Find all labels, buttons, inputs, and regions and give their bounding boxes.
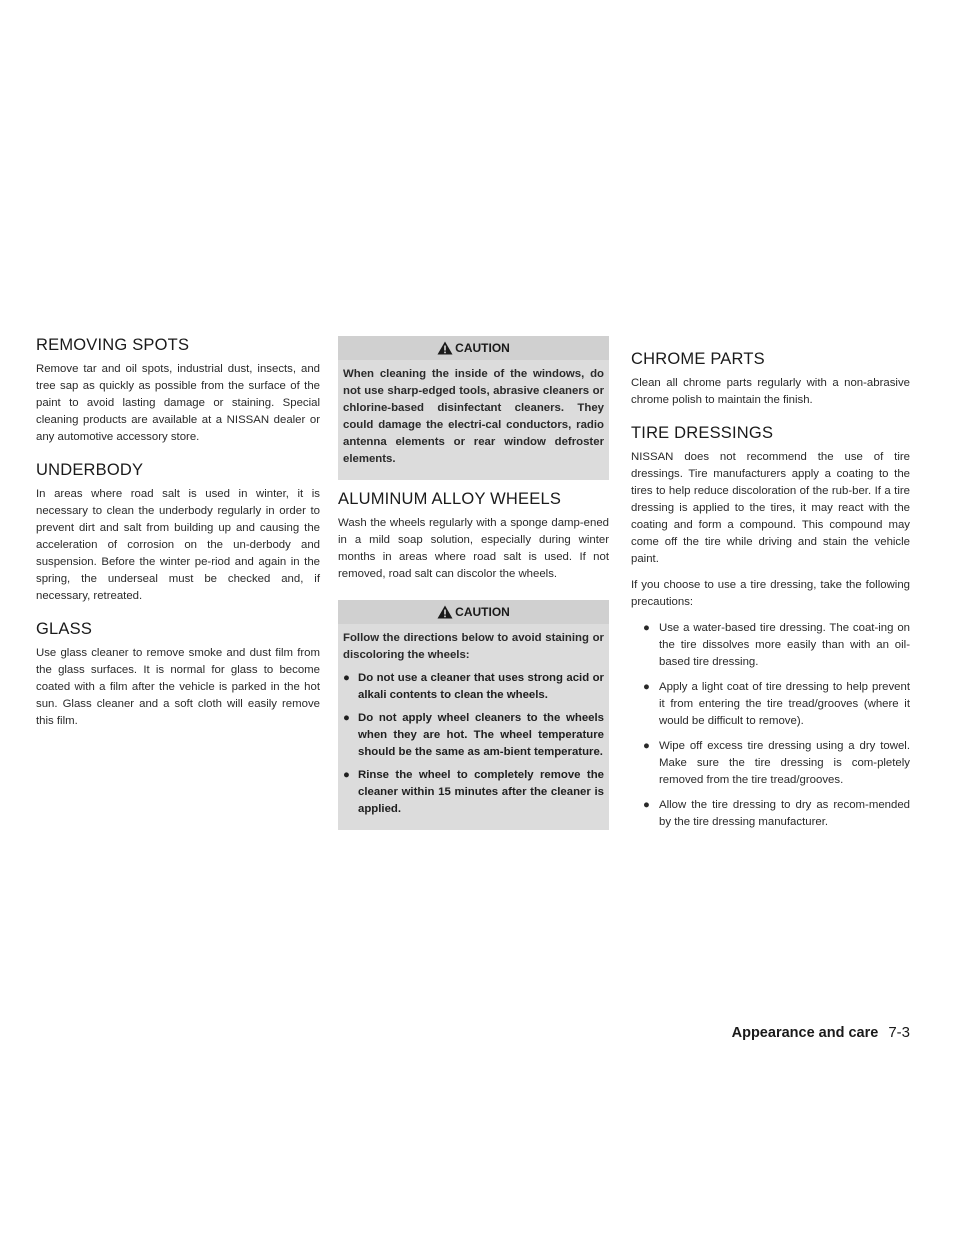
list-item: ● Wipe off excess tire dressing using a dry towel. Make sure the tire dressing is com-pletely removed from the tire tread/grooves.	[643, 738, 910, 789]
list-item: ● Do not use a cleaner that uses strong acid or alkali contents to clean the wheels.	[343, 670, 604, 704]
tire-dressings-precautions-intro: If you choose to use a tire dressing, take the following precautions:	[631, 579, 910, 608]
heading-chrome-parts: CHROME PARTS	[631, 350, 765, 368]
heading-tire-dressings: TIRE DRESSINGS	[631, 424, 774, 442]
chrome-parts-text: Clean all chrome parts regularly with a non-abrasive chrome polish to maintain the finish.	[631, 377, 910, 406]
caution-header	[338, 600, 609, 624]
column-middle	[338, 336, 609, 840]
glass-text: Use glass cleaner to remove smoke and dust film from the glass surfaces. It is normal for glass to become coated with a film after the vehicle is parked in the hot sun. Glass cleaner and a soft cloth will easily remove this film.	[36, 647, 320, 727]
heading-removing-spots: REMOVING SPOTS	[36, 336, 190, 354]
bullet-icon: ●	[343, 769, 350, 781]
heading-underbody: UNDERBODY	[36, 461, 144, 479]
bullet-icon: ●	[643, 799, 650, 811]
column-right	[631, 336, 910, 839]
caution-box-wheels	[338, 600, 609, 830]
caution-wheels-intro: Follow the directions below to avoid staining or discoloring the wheels:	[343, 632, 604, 661]
bullet-icon: ●	[343, 712, 350, 724]
underbody-text: In areas where road salt is used in winter, it is necessary to clean the underbody regularly in order to prevent dirt and salt from building up and causing the acceleration of corrosion on the un-derbody and suspension. Before the winter pe-riod and again in the spring, the underseal must be checked and, if necessary, retreated.	[36, 488, 320, 602]
bullet-icon: ●	[643, 681, 650, 693]
caution-title: CAUTION	[455, 605, 510, 619]
list-item: ● Allow the tire dressing to dry as recom-mended by the tire dressing manufacturer.	[643, 797, 910, 831]
heading-glass: GLASS	[36, 620, 93, 638]
column-left	[36, 336, 320, 739]
caution-header	[338, 336, 609, 360]
bullet-icon: ●	[643, 740, 650, 752]
bullet-icon: ●	[643, 622, 650, 634]
caution-title: CAUTION	[455, 341, 510, 355]
list-item: ● Rinse the wheel to completely remove the cleaner within 15 minutes after the cleaner is applied.	[343, 767, 604, 818]
heading-aluminum-wheels: ALUMINUM ALLOY WHEELS	[338, 490, 562, 508]
bullet-icon: ●	[343, 672, 350, 684]
removing-spots-text: Remove tar and oil spots, industrial dust, insects, and tree sap as quickly as possible from the surface of the paint to avoid lasting damage or staining. Special cleaning products are available at a NISSAN dealer or any automotive accessory store.	[36, 363, 320, 443]
list-item: ● Do not apply wheel cleaners to the wheels when they are hot. The wheel temperature should be the same as am-bient temperature.	[343, 710, 604, 761]
tire-dressings-text: NISSAN does not recommend the use of tire dressings. Tire manufacturers apply a coating to the tires to help reduce discoloration of the rub-ber. If a tire dressing is applied to the tires, it may react with the coating and form a compound. This compound may come off the tire while driving and stain the vehicle paint.	[631, 451, 910, 565]
page-footer	[732, 1024, 910, 1041]
caution-windows-text: When cleaning the inside of the windows, do not use sharp-edged tools, abrasive cleaners or chlorine-based disinfectant cleaners. They could damage the electri-cal conductors, radio antenna elements or rear window defroster elements.	[343, 368, 604, 465]
caution-box-windows	[338, 336, 609, 480]
warning-icon	[437, 605, 453, 619]
footer-section-title: Appearance and care	[731, 1025, 879, 1041]
list-item: ● Use a water-based tire dressing. The coat-ing on the tire dissolves more easily than with an oil-based tire dressing.	[643, 620, 910, 671]
precautions-list	[631, 620, 910, 831]
aluminum-wheels-text: Wash the wheels regularly with a sponge damp-ened in a mild soap solution, especially during winter months in areas where road salt is used. If not removed, road salt can discolor the wheels.	[338, 517, 609, 580]
warning-icon	[437, 341, 453, 355]
page-number: 7-3	[888, 1024, 910, 1041]
list-item: ● Apply a light coat of tire dressing to help prevent it from entering the tire tread/grooves (where it would be difficult to remove).	[643, 679, 910, 730]
